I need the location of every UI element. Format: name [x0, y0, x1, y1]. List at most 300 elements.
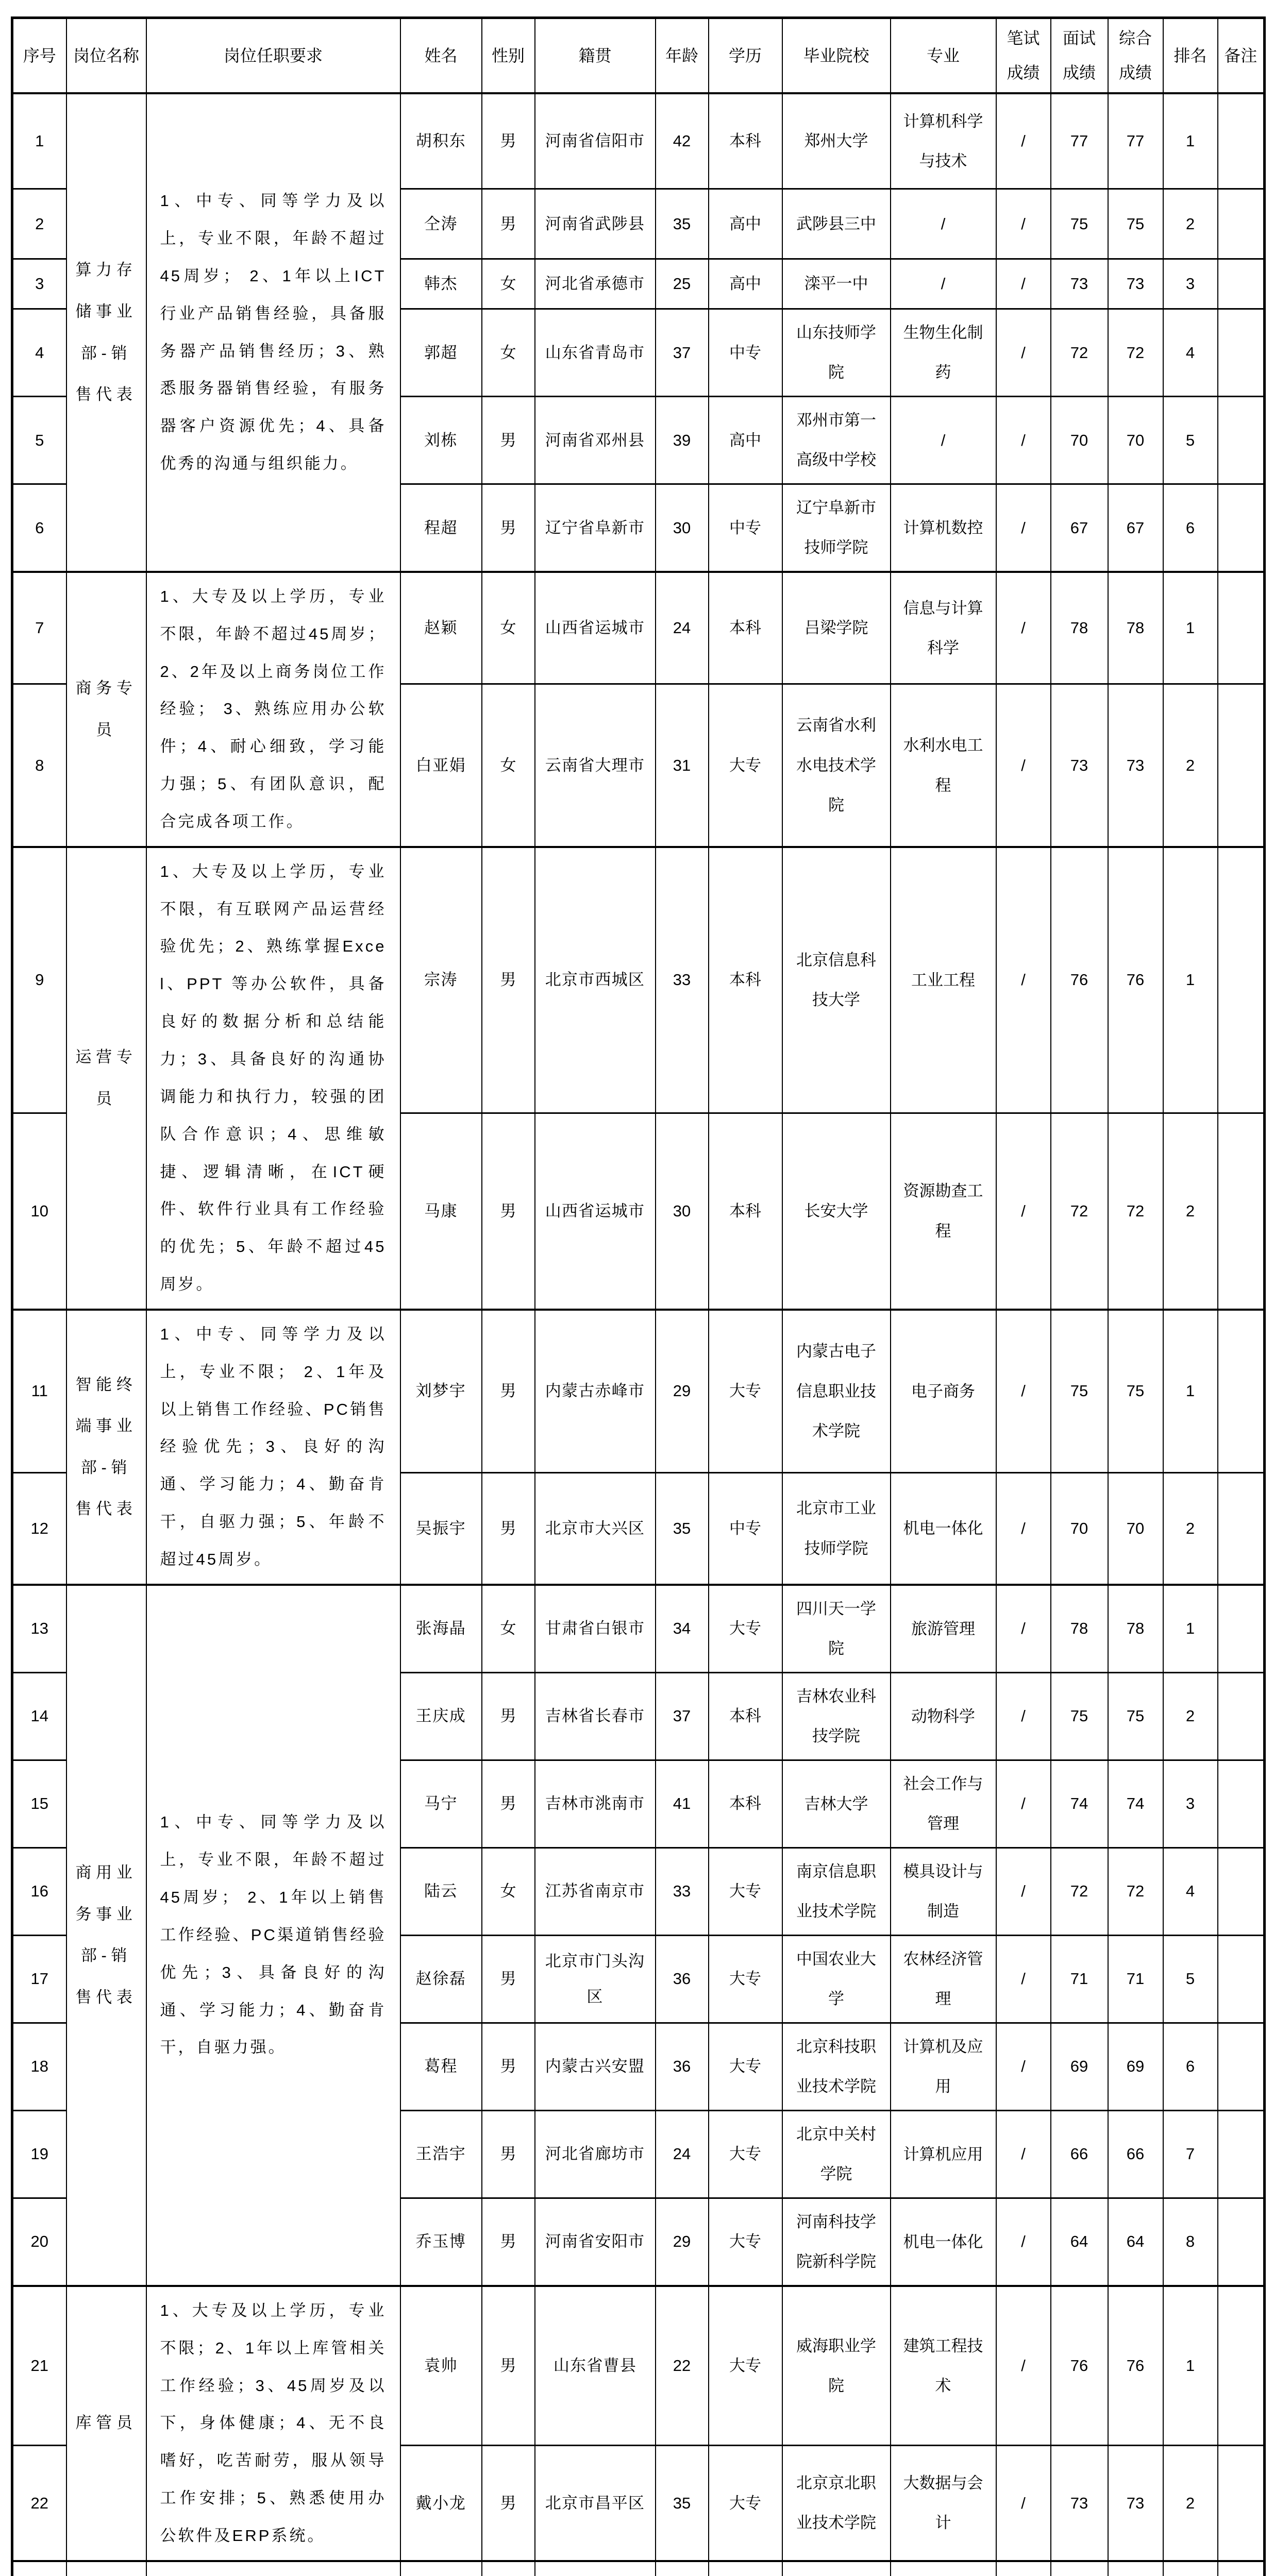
cell-written: /	[996, 93, 1051, 189]
cell-school: 北京科技职业技术学院	[782, 2023, 891, 2110]
cell-position-name: 运营专员	[66, 847, 146, 1310]
column-header-interview: 面试成绩	[1051, 18, 1108, 94]
cell-interview: 74	[1051, 1760, 1108, 1848]
cell-interview: 76	[1051, 847, 1108, 1113]
table-row	[12, 1585, 1265, 1673]
cell-written: /	[996, 847, 1051, 1113]
cell-major: 大数据与会计	[891, 2446, 996, 2561]
cell-position-name: 智能终端事业部-销售代表	[66, 1310, 146, 1585]
cell-gender: 男	[482, 2023, 535, 2110]
cell-note	[1218, 1113, 1265, 1310]
column-header-hometown: 籍贯	[535, 18, 656, 94]
cell-hometown: 河北省承德市	[535, 259, 656, 309]
cell-name: 赵徐磊	[400, 1935, 482, 2023]
cell-major: 机电一体化	[891, 1472, 996, 1585]
cell-note	[1218, 1585, 1265, 1673]
cell-major: 建筑工程技术	[891, 2286, 996, 2446]
cell-rank: 1	[1163, 1585, 1218, 1673]
cell-school: 北京京北职业技术学院	[782, 2446, 891, 2561]
cell-overall: 75	[1108, 189, 1163, 259]
cell-position-name: 商务专员	[66, 572, 146, 847]
cell-hometown: 北京市门头沟区	[535, 1935, 656, 2023]
cell-hometown: 山东省曹县	[535, 2286, 656, 2446]
cell-overall: 78	[1108, 1585, 1163, 1673]
cell-rank: 5	[1163, 1935, 1218, 2023]
cell-written: /	[996, 2110, 1051, 2198]
cell-edu: 大专	[709, 2446, 782, 2561]
column-header-rank: 排名	[1163, 18, 1218, 94]
cell-rank: 2	[1163, 1113, 1218, 1310]
cell-edu	[709, 2561, 782, 2576]
cell-note	[1218, 684, 1265, 847]
cell-name: 王庆成	[400, 1672, 482, 1760]
cell-name: 戴小龙	[400, 2446, 482, 2561]
cell-note	[1218, 189, 1265, 259]
cell-name: 仝涛	[400, 189, 482, 259]
cell-gender: 男	[482, 2286, 535, 2446]
cell-edu: 本科	[709, 93, 782, 189]
cell-edu: 大专	[709, 1848, 782, 1935]
cell-rank: 5	[1163, 396, 1218, 484]
cell-name: 宗涛	[400, 847, 482, 1113]
cell-rank: 6	[1163, 2023, 1218, 2110]
cell-rank: 1	[1163, 1310, 1218, 1472]
cell-edu: 本科	[709, 1113, 782, 1310]
cell-hometown: 北京市昌平区	[535, 2446, 656, 2561]
cell-major: 电子商务	[891, 1310, 996, 1472]
cell-rank: 2	[1163, 1672, 1218, 1760]
column-header-req: 岗位任职要求	[146, 18, 400, 94]
cell-note	[1218, 847, 1265, 1113]
cell-rank: 1	[1163, 847, 1218, 1113]
cell-gender: 男	[482, 93, 535, 189]
cell-seq: 12	[12, 1472, 66, 1585]
column-header-written: 笔试成绩	[996, 18, 1051, 94]
cell-hometown: 甘肃省白银市	[535, 1585, 656, 1673]
cell-school: 四川天一学院	[782, 1585, 891, 1673]
cell-overall: 74	[1108, 1760, 1163, 1848]
cell-name: 赵颖	[400, 572, 482, 684]
cell-school: 南京信息职业技术学院	[782, 1848, 891, 1935]
cell-note	[1218, 2110, 1265, 2198]
cell-written: /	[996, 1935, 1051, 2023]
cell-edu: 大专	[709, 2110, 782, 2198]
cell-hometown: 内蒙古赤峰市	[535, 1310, 656, 1472]
cell-interview: 78	[1051, 572, 1108, 684]
cell-school: 郑州大学	[782, 93, 891, 189]
cell-note	[1218, 2023, 1265, 2110]
cell-overall: 64	[1108, 2198, 1163, 2286]
cell-gender: 男	[482, 847, 535, 1113]
cell-hometown: 山东省青岛市	[535, 309, 656, 396]
column-header-seq: 序号	[12, 18, 66, 94]
cell-written: /	[996, 684, 1051, 847]
cell-name: 吴振宇	[400, 1472, 482, 1585]
cell-major: /	[891, 189, 996, 259]
cell-hometown: 山西省运城市	[535, 572, 656, 684]
cell-rank: 2	[1163, 1472, 1218, 1585]
cell-seq	[12, 2561, 66, 2576]
cell-age: 29	[656, 1310, 709, 1472]
cell-edu: 本科	[709, 1672, 782, 1760]
cell-edu: 大专	[709, 2198, 782, 2286]
cell-overall: 66	[1108, 2110, 1163, 2198]
cell-written: /	[996, 259, 1051, 309]
cell-gender: 男	[482, 396, 535, 484]
cell-major: /	[891, 259, 996, 309]
column-header-major: 专业	[891, 18, 996, 94]
cell-interview: 71	[1051, 1935, 1108, 2023]
cell-rank: 2	[1163, 2446, 1218, 2561]
cell-position-requirements: 1、中专、同等学力及以上，专业不限； 2、1年及以上销售工作经验、PC销售经验优先；3、良好的沟通、学习能力；4、勤奋肯干，自驱力强；5、年龄不超过45周岁。	[146, 1310, 400, 1585]
cell-overall: 73	[1108, 259, 1163, 309]
table-row	[12, 847, 1265, 1113]
cell-edu: 中专	[709, 484, 782, 572]
cell-note	[1218, 572, 1265, 684]
cell-gender: 男	[482, 1472, 535, 1585]
cell-gender: 女	[482, 572, 535, 684]
cell-school: 中国农业大学	[782, 1935, 891, 2023]
cell-hometown: 河南省邓州县	[535, 396, 656, 484]
cell-edu: 高中	[709, 396, 782, 484]
cell-age: 22	[656, 2286, 709, 2446]
cell-age: 33	[656, 1848, 709, 1935]
cell-age: 39	[656, 396, 709, 484]
cell-school: 滦平一中	[782, 259, 891, 309]
cell-age: 37	[656, 1672, 709, 1760]
cell-hometown: 河南省信阳市	[535, 93, 656, 189]
cell-interview: 75	[1051, 189, 1108, 259]
cell-rank: 7	[1163, 2110, 1218, 2198]
cell-written: /	[996, 396, 1051, 484]
cell-overall	[1108, 2561, 1163, 2576]
cell-edu: 本科	[709, 847, 782, 1113]
cell-edu: 大专	[709, 1935, 782, 2023]
cell-note	[1218, 1472, 1265, 1585]
cell-hometown: 河北省廊坊市	[535, 2110, 656, 2198]
cell-hometown	[535, 2561, 656, 2576]
cell-rank: 8	[1163, 2198, 1218, 2286]
cell-position-name	[66, 2561, 146, 2576]
cell-gender: 男	[482, 1672, 535, 1760]
cell-written: /	[996, 2198, 1051, 2286]
cell-seq: 1	[12, 93, 66, 189]
cell-school: 内蒙古电子信息职业技术学院	[782, 1310, 891, 1472]
cell-position-requirements: 1、大专及以上学历，专业不限；2、1年以上库管相关工作经验；3、45周岁及以下，身体健康；4、无不良嗜好，吃苦耐劳，服从领导工作安排；5、熟悉使用办公软件及ERP系统。	[146, 2286, 400, 2561]
cell-interview: 75	[1051, 1310, 1108, 1472]
cell-gender: 女	[482, 684, 535, 847]
cell-seq: 10	[12, 1113, 66, 1310]
column-header-edu: 学历	[709, 18, 782, 94]
cell-rank: 1	[1163, 2286, 1218, 2446]
cell-major: 计算机数控	[891, 484, 996, 572]
cell-age: 24	[656, 572, 709, 684]
cell-note	[1218, 309, 1265, 396]
cell-overall: 70	[1108, 1472, 1163, 1585]
cell-age: 34	[656, 1585, 709, 1673]
cell-seq: 11	[12, 1310, 66, 1472]
cell-school: 山东技师学院	[782, 309, 891, 396]
cell-note	[1218, 2561, 1265, 2576]
cell-gender: 男	[482, 484, 535, 572]
cell-rank: 3	[1163, 1760, 1218, 1848]
cell-school: 威海职业学院	[782, 2286, 891, 2446]
cell-hometown: 吉林市洮南市	[535, 1760, 656, 1848]
cell-edu: 中专	[709, 1472, 782, 1585]
cell-interview: 77	[1051, 93, 1108, 189]
cell-major: 农林经济管理	[891, 1935, 996, 2023]
cell-edu: 高中	[709, 189, 782, 259]
cell-school: 长安大学	[782, 1113, 891, 1310]
cell-overall: 76	[1108, 847, 1163, 1113]
cell-gender: 男	[482, 1113, 535, 1310]
cell-hometown: 河南省安阳市	[535, 2198, 656, 2286]
cell-interview: 69	[1051, 2023, 1108, 2110]
cell-note	[1218, 2446, 1265, 2561]
cell-edu: 大专	[709, 2286, 782, 2446]
cell-seq: 17	[12, 1935, 66, 2023]
cell-seq: 13	[12, 1585, 66, 1673]
cell-name: 马宁	[400, 1760, 482, 1848]
cell-written: /	[996, 309, 1051, 396]
cell-age: 36	[656, 1935, 709, 2023]
cell-gender: 女	[482, 309, 535, 396]
table-row	[12, 572, 1265, 684]
cell-interview	[1051, 2561, 1108, 2576]
column-header-note: 备注	[1218, 18, 1265, 94]
cell-overall: 67	[1108, 484, 1163, 572]
cell-name: 胡积东	[400, 93, 482, 189]
cell-seq: 22	[12, 2446, 66, 2561]
cell-edu: 大专	[709, 1310, 782, 1472]
cell-gender	[482, 2561, 535, 2576]
cell-seq: 18	[12, 2023, 66, 2110]
cell-age: 37	[656, 309, 709, 396]
cell-school: 河南科技学院新科学院	[782, 2198, 891, 2286]
cell-gender: 男	[482, 2110, 535, 2198]
column-header-name: 姓名	[400, 18, 482, 94]
cell-note	[1218, 2198, 1265, 2286]
cell-school: 武陟县三中	[782, 189, 891, 259]
cell-age: 35	[656, 2446, 709, 2561]
cell-major: 旅游管理	[891, 1585, 996, 1673]
cell-school: 北京市工业技师学院	[782, 1472, 891, 1585]
cell-position-requirements: 1、中专、同等学力及以上，专业不限，年龄不超过45周岁； 2、1年以上ICT行业产品销售经验，具备服务器产品销售经历；3、熟悉服务器销售经验，有服务器客户资源优先；4、具备优秀的沟通与组织能力。	[146, 93, 400, 572]
cell-name: 乔玉博	[400, 2198, 482, 2286]
cell-overall: 69	[1108, 2023, 1163, 2110]
column-header-overall: 综合成绩	[1108, 18, 1163, 94]
cell-note	[1218, 1760, 1265, 1848]
cell-note	[1218, 396, 1265, 484]
cell-edu: 高中	[709, 259, 782, 309]
cell-school: 邓州市第一高级中学校	[782, 396, 891, 484]
cell-written: /	[996, 484, 1051, 572]
cell-age: 30	[656, 484, 709, 572]
cell-hometown: 辽宁省阜新市	[535, 484, 656, 572]
cell-overall: 75	[1108, 1310, 1163, 1472]
cell-position-name: 商用业务事业部-销售代表	[66, 1585, 146, 2286]
cell-major: 计算机科学与技术	[891, 93, 996, 189]
cell-hometown: 北京市西城区	[535, 847, 656, 1113]
cell-hometown: 北京市大兴区	[535, 1472, 656, 1585]
cell-school: 吉林大学	[782, 1760, 891, 1848]
cell-written: /	[996, 2023, 1051, 2110]
cell-major: 计算机应用	[891, 2110, 996, 2198]
cell-school	[782, 2561, 891, 2576]
column-header-pos: 岗位名称	[66, 18, 146, 94]
cell-gender: 女	[482, 259, 535, 309]
cell-written: /	[996, 2446, 1051, 2561]
cell-interview: 72	[1051, 309, 1108, 396]
cell-note	[1218, 2286, 1265, 2446]
cell-written: /	[996, 2286, 1051, 2446]
table-body	[12, 93, 1265, 2576]
cell-gender: 男	[482, 1760, 535, 1848]
cell-school: 辽宁阜新市技师学院	[782, 484, 891, 572]
cell-interview: 78	[1051, 1585, 1108, 1673]
cell-name: 王浩宇	[400, 2110, 482, 2198]
cell-hometown: 河南省武陟县	[535, 189, 656, 259]
cell-major: 动物科学	[891, 1672, 996, 1760]
cell-interview: 64	[1051, 2198, 1108, 2286]
cell-written: /	[996, 1585, 1051, 1673]
cell-interview: 67	[1051, 484, 1108, 572]
cell-age: 30	[656, 1113, 709, 1310]
cell-age: 35	[656, 1472, 709, 1585]
cell-written: /	[996, 1310, 1051, 1472]
cell-overall: 72	[1108, 1113, 1163, 1310]
cell-interview: 70	[1051, 1472, 1108, 1585]
cell-rank: 1	[1163, 93, 1218, 189]
cell-overall: 78	[1108, 572, 1163, 684]
cell-major: 水利水电工程	[891, 684, 996, 847]
cell-name: 程超	[400, 484, 482, 572]
cell-major: 生物生化制药	[891, 309, 996, 396]
cell-written: /	[996, 1113, 1051, 1310]
cell-overall: 73	[1108, 2446, 1163, 2561]
cell-note	[1218, 259, 1265, 309]
cell-school: 吉林农业科技学院	[782, 1672, 891, 1760]
table-row	[12, 2561, 1265, 2576]
cell-school: 吕梁学院	[782, 572, 891, 684]
cell-note	[1218, 1672, 1265, 1760]
cell-note	[1218, 93, 1265, 189]
table-row	[12, 93, 1265, 189]
cell-overall: 70	[1108, 396, 1163, 484]
cell-rank: 3	[1163, 259, 1218, 309]
cell-age: 29	[656, 2198, 709, 2286]
cell-major: 工业工程	[891, 847, 996, 1113]
cell-position-requirements: 1、大专及以上学历，专业不限，年龄不超过45周岁；2、2年及以上商务岗位工作经验； 3、熟练应用办公软件；4、耐心细致，学习能力强；5、有团队意识，配合完成各项工作。	[146, 572, 400, 847]
cell-major: 社会工作与管理	[891, 1760, 996, 1848]
cell-name: 郭超	[400, 309, 482, 396]
cell-interview: 72	[1051, 1848, 1108, 1935]
cell-rank: 2	[1163, 684, 1218, 847]
cell-seq: 21	[12, 2286, 66, 2446]
cell-name: 韩杰	[400, 259, 482, 309]
column-header-school: 毕业院校	[782, 18, 891, 94]
cell-school: 云南省水利水电技术学院	[782, 684, 891, 847]
cell-edu: 本科	[709, 572, 782, 684]
cell-age: 35	[656, 189, 709, 259]
cell-major: 计算机及应用	[891, 2023, 996, 2110]
cell-edu: 中专	[709, 309, 782, 396]
cell-written: /	[996, 1760, 1051, 1848]
cell-edu: 大专	[709, 684, 782, 847]
column-header-gender: 性别	[482, 18, 535, 94]
cell-interview: 66	[1051, 2110, 1108, 2198]
cell-gender: 男	[482, 1935, 535, 2023]
cell-hometown: 内蒙古兴安盟	[535, 2023, 656, 2110]
cell-seq: 3	[12, 259, 66, 309]
cell-major: 资源勘查工程	[891, 1113, 996, 1310]
cell-rank: 2	[1163, 189, 1218, 259]
cell-name: 马康	[400, 1113, 482, 1310]
cell-note	[1218, 1848, 1265, 1935]
cell-interview: 75	[1051, 1672, 1108, 1760]
cell-major: /	[891, 396, 996, 484]
cell-written: /	[996, 572, 1051, 684]
cell-name: 袁帅	[400, 2286, 482, 2446]
cell-age: 25	[656, 259, 709, 309]
cell-name: 张海晶	[400, 1585, 482, 1673]
cell-hometown: 山西省运城市	[535, 1113, 656, 1310]
cell-hometown: 吉林省长春市	[535, 1672, 656, 1760]
cell-written: /	[996, 1472, 1051, 1585]
cell-rank: 1	[1163, 572, 1218, 684]
recruitment-results-table	[11, 16, 1266, 2576]
cell-age: 42	[656, 93, 709, 189]
cell-interview: 73	[1051, 2446, 1108, 2561]
cell-rank	[1163, 2561, 1218, 2576]
cell-name: 葛程	[400, 2023, 482, 2110]
cell-rank: 6	[1163, 484, 1218, 572]
cell-overall: 75	[1108, 1672, 1163, 1760]
cell-age: 41	[656, 1760, 709, 1848]
cell-seq: 15	[12, 1760, 66, 1848]
cell-written: /	[996, 1848, 1051, 1935]
cell-age: 36	[656, 2023, 709, 2110]
cell-age: 33	[656, 847, 709, 1113]
cell-name: 刘梦宇	[400, 1310, 482, 1472]
cell-hometown: 江苏省南京市	[535, 1848, 656, 1935]
cell-gender: 男	[482, 2446, 535, 2561]
cell-gender: 男	[482, 2198, 535, 2286]
cell-note	[1218, 1310, 1265, 1472]
cell-written: /	[996, 1672, 1051, 1760]
cell-seq: 8	[12, 684, 66, 847]
cell-seq: 19	[12, 2110, 66, 2198]
cell-school: 北京中关村学院	[782, 2110, 891, 2198]
cell-interview: 72	[1051, 1113, 1108, 1310]
cell-interview: 73	[1051, 684, 1108, 847]
cell-name: 刘栋	[400, 396, 482, 484]
cell-position-requirements: 1、大专及以上学历，专业不限，有互联网产品运营经验优先；2、熟练掌握Excel、PPT 等办公软件，具备良好的数据分析和总结能力；3、具备良好的沟通协调能力和执行力，较强的团队合作意识；4、思维敏捷、逻辑清晰，在ICT硬件、软件行业具有工作经验的优先；5、年龄不超过45周岁。	[146, 847, 400, 1310]
cell-gender: 女	[482, 1848, 535, 1935]
cell-seq: 9	[12, 847, 66, 1113]
cell-name	[400, 2561, 482, 2576]
table-row	[12, 1310, 1265, 1472]
header-row	[12, 18, 1265, 94]
cell-rank: 4	[1163, 309, 1218, 396]
cell-age	[656, 2561, 709, 2576]
cell-overall: 77	[1108, 93, 1163, 189]
cell-gender: 男	[482, 189, 535, 259]
cell-note	[1218, 1935, 1265, 2023]
cell-gender: 男	[482, 1310, 535, 1472]
cell-edu: 大专	[709, 1585, 782, 1673]
cell-position-requirements	[146, 2561, 400, 2576]
